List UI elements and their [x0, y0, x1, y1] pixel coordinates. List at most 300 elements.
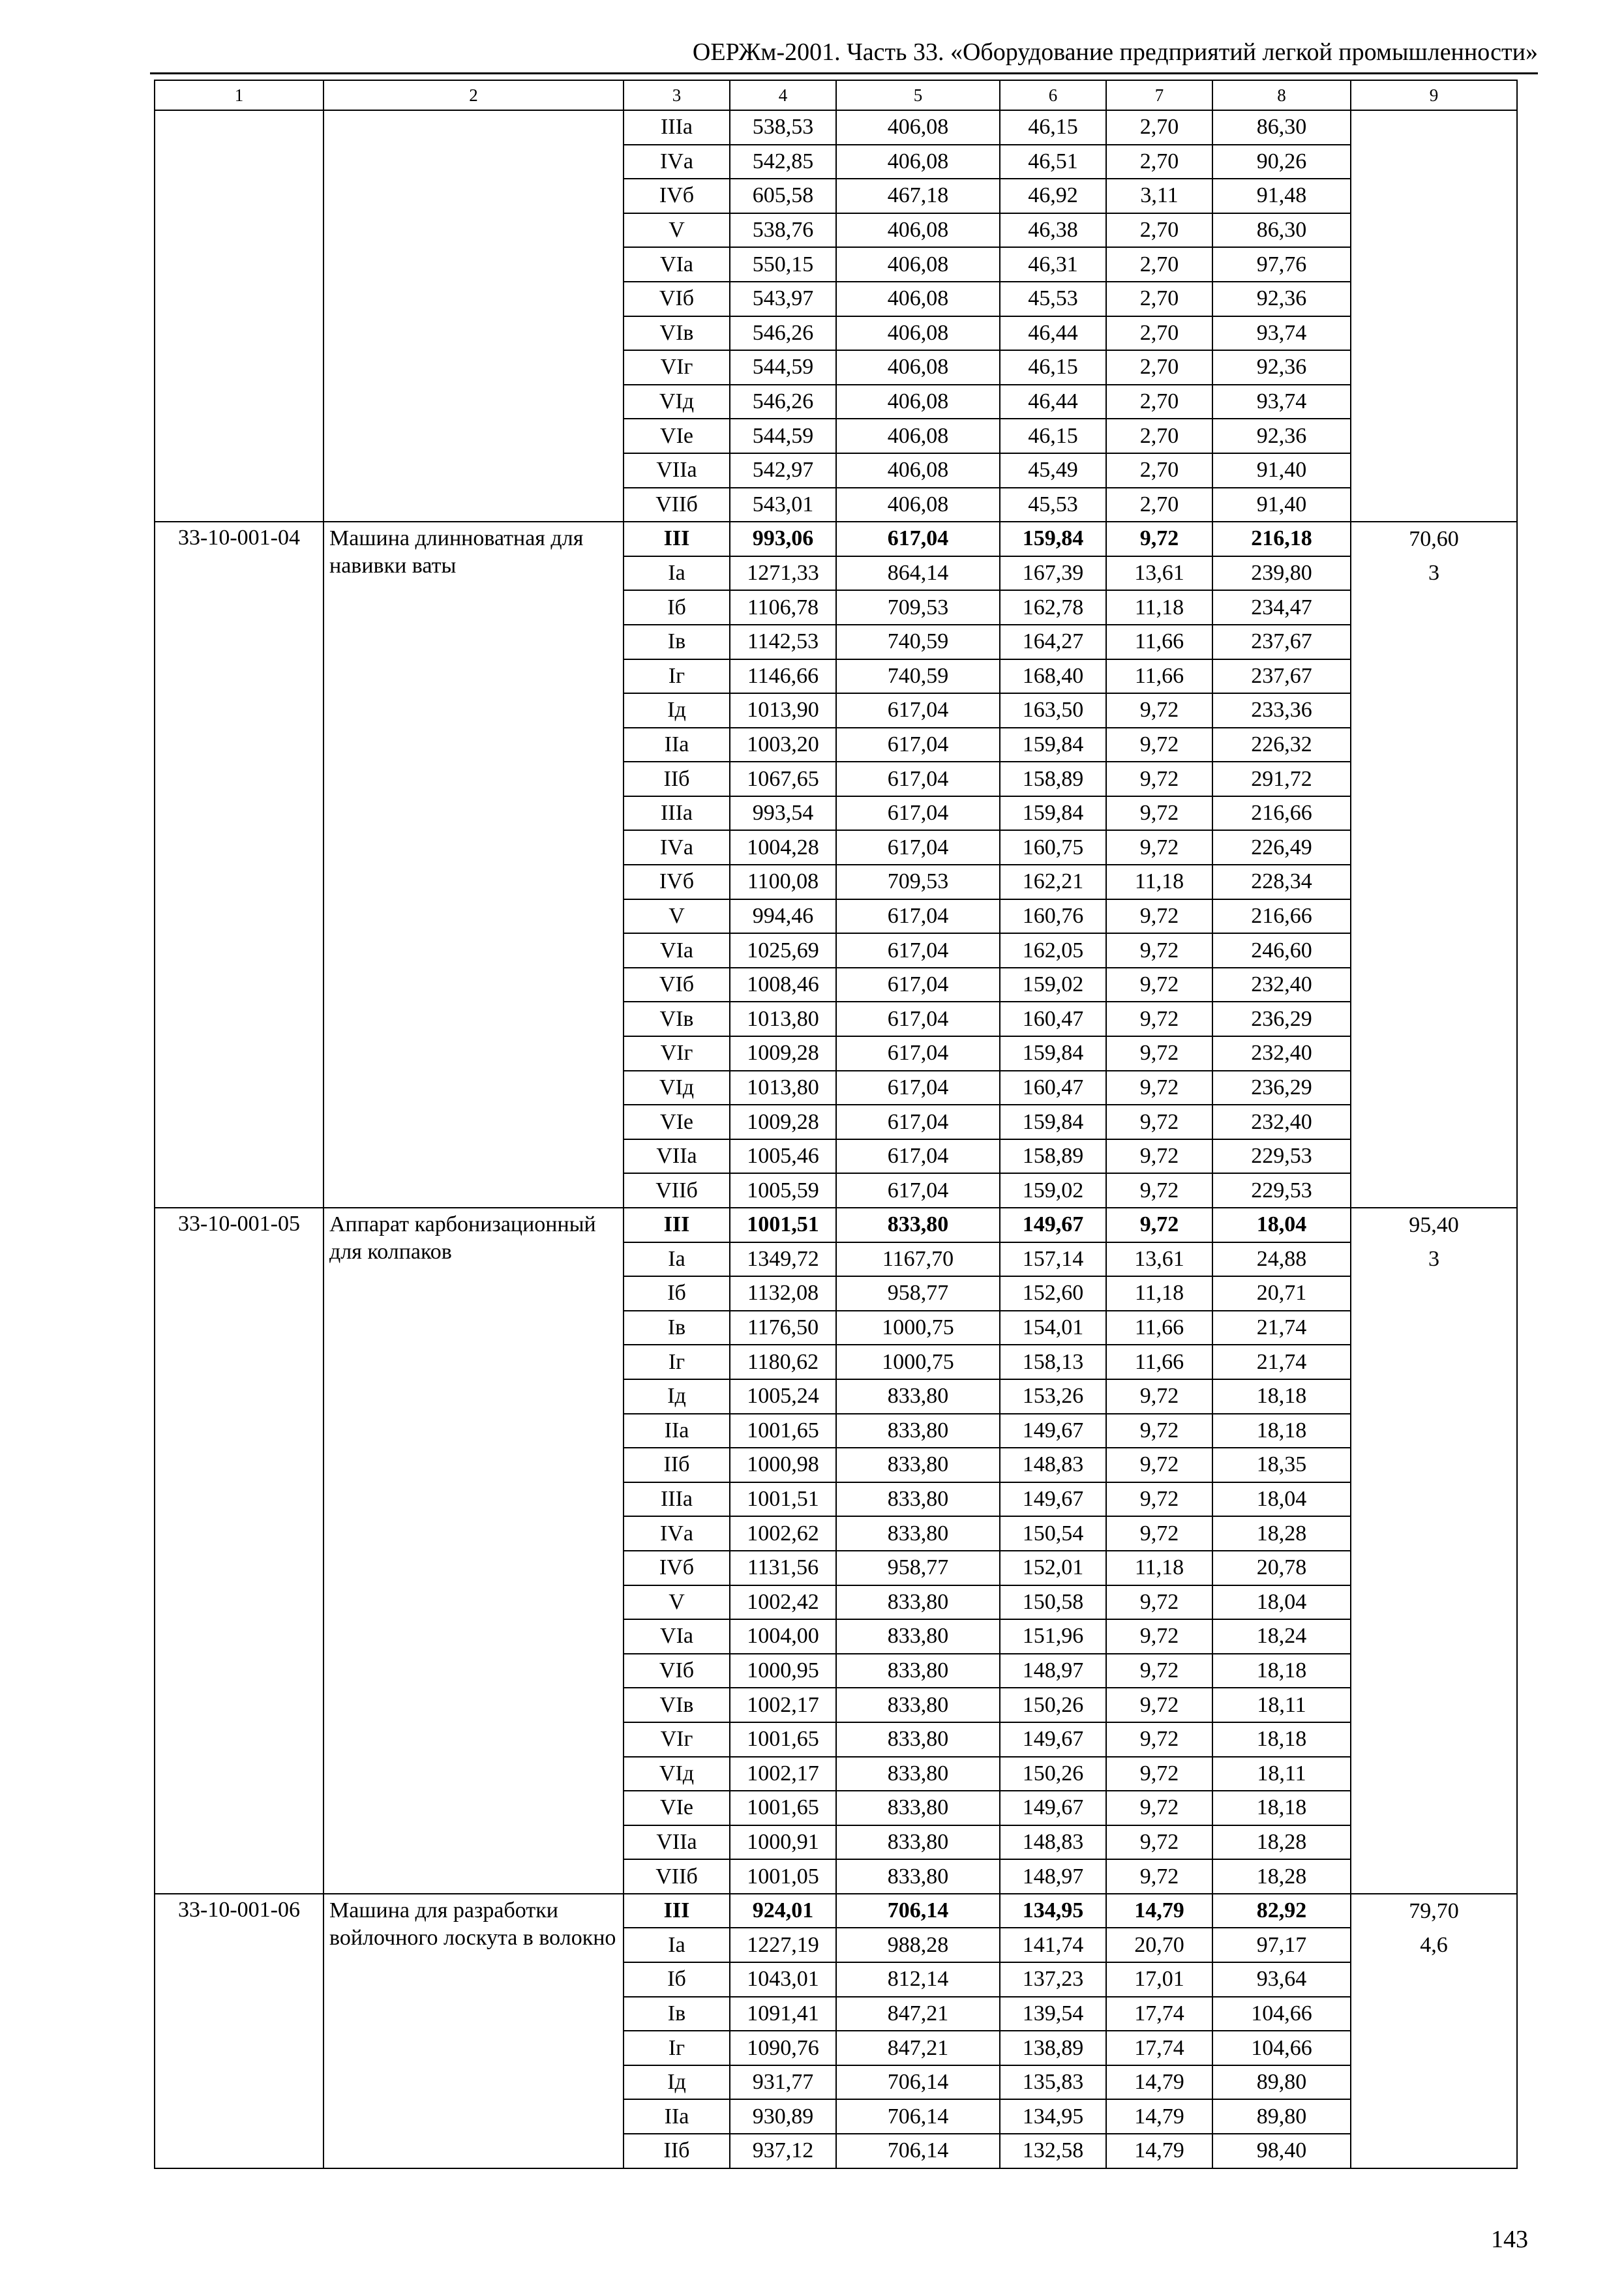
value-cell: 617,04	[836, 693, 1000, 728]
table-body	[155, 80, 1517, 2168]
value-cell: 988,28	[836, 1928, 1000, 1962]
value-cell: 153,26	[1000, 1379, 1106, 1414]
value-cell: 833,80	[836, 1482, 1000, 1517]
value-cell: 18,04	[1212, 1585, 1351, 1620]
value-cell: 150,54	[1000, 1516, 1106, 1551]
value-cell: 833,80	[836, 1585, 1000, 1620]
value-cell: 18,24	[1212, 1619, 1351, 1654]
value-cell: 1001,05	[730, 1859, 836, 1894]
zone-cell: Iв	[624, 625, 730, 659]
value-cell: 138,89	[1000, 2031, 1106, 2065]
note-cell	[1351, 385, 1517, 419]
value-cell: 18,04	[1212, 1208, 1351, 1242]
value-cell: 160,75	[1000, 830, 1106, 865]
note-cell	[1351, 1071, 1517, 1105]
note-cell	[1351, 1551, 1517, 1585]
value-cell: 617,04	[836, 830, 1000, 865]
value-cell: 104,66	[1212, 1997, 1351, 2031]
value-cell: 18,11	[1212, 1688, 1351, 1722]
value-cell: 160,47	[1000, 1002, 1106, 1036]
note-cell	[1351, 1585, 1517, 1620]
value-cell: 236,29	[1212, 1071, 1351, 1105]
item-name: Машина для разработки войлочного лоскута в волокно	[323, 1894, 624, 2168]
value-cell: 229,53	[1212, 1173, 1351, 1208]
value-cell: 14,79	[1106, 1894, 1212, 1928]
value-cell: 18,18	[1212, 1722, 1351, 1757]
note-cell	[1351, 1173, 1517, 1208]
value-cell: 152,01	[1000, 1551, 1106, 1585]
note-cell	[1351, 1791, 1517, 1825]
value-cell: 994,46	[730, 899, 836, 934]
zone-cell: III	[624, 1894, 730, 1928]
value-cell: 617,04	[836, 522, 1000, 556]
zone-cell: Iд	[624, 693, 730, 728]
zone-cell: V	[624, 213, 730, 248]
value-cell: 9,72	[1106, 1482, 1212, 1517]
value-cell: 9,72	[1106, 899, 1212, 934]
note-cell	[1351, 247, 1517, 282]
zone-cell: VIе	[624, 1105, 730, 1139]
value-cell: 924,01	[730, 1894, 836, 1928]
zone-cell: III	[624, 1208, 730, 1242]
value-cell: 833,80	[836, 1688, 1000, 1722]
value-cell: 1009,28	[730, 1105, 836, 1139]
note-cell	[1351, 693, 1517, 728]
value-cell: 2,70	[1106, 316, 1212, 351]
value-cell: 9,72	[1106, 693, 1212, 728]
value-cell: 11,66	[1106, 1345, 1212, 1379]
value-cell: 11,18	[1106, 1276, 1212, 1311]
item-code: 33-10-001-06	[155, 1894, 323, 2168]
value-cell: 406,08	[836, 419, 1000, 453]
value-cell: 740,59	[836, 659, 1000, 694]
value-cell: 93,64	[1212, 1962, 1351, 1997]
value-cell: 1000,91	[730, 1825, 836, 1860]
value-cell: 45,53	[1000, 282, 1106, 316]
zone-cell: IVа	[624, 145, 730, 179]
value-cell: 9,72	[1106, 1379, 1212, 1414]
value-cell: 45,53	[1000, 488, 1106, 522]
note-cell: 3	[1351, 1242, 1517, 1277]
zone-cell: Iг	[624, 1345, 730, 1379]
value-cell: 9,72	[1106, 1139, 1212, 1174]
value-cell: 833,80	[836, 1825, 1000, 1860]
note-cell	[1351, 419, 1517, 453]
value-cell: 1004,28	[730, 830, 836, 865]
value-cell: 812,14	[836, 1962, 1000, 1997]
value-cell: 226,49	[1212, 830, 1351, 865]
value-cell: 132,58	[1000, 2134, 1106, 2168]
zone-cell: VIIа	[624, 1139, 730, 1174]
note-cell	[1351, 865, 1517, 899]
value-cell: 833,80	[836, 1448, 1000, 1482]
value-cell: 291,72	[1212, 762, 1351, 796]
value-cell: 864,14	[836, 556, 1000, 591]
note-cell	[1351, 145, 1517, 179]
value-cell: 162,05	[1000, 933, 1106, 968]
value-cell: 1005,46	[730, 1139, 836, 1174]
value-cell: 833,80	[836, 1654, 1000, 1688]
value-cell: 162,78	[1000, 590, 1106, 625]
value-cell: 226,32	[1212, 728, 1351, 762]
value-cell: 9,72	[1106, 1516, 1212, 1551]
zone-cell: VIа	[624, 933, 730, 968]
value-cell: 9,72	[1106, 968, 1212, 1002]
value-cell: 709,53	[836, 590, 1000, 625]
value-cell: 931,77	[730, 2065, 836, 2100]
zone-cell: Iа	[624, 1928, 730, 1962]
value-cell: 1146,66	[730, 659, 836, 694]
value-cell: 542,97	[730, 453, 836, 488]
note-cell	[1351, 1448, 1517, 1482]
zone-cell: IIIа	[624, 110, 730, 145]
zone-cell: IIIа	[624, 1482, 730, 1517]
value-cell: 2,70	[1106, 213, 1212, 248]
value-cell: 11,66	[1106, 625, 1212, 659]
zone-cell: Iб	[624, 1962, 730, 1997]
value-cell: 141,74	[1000, 1928, 1106, 1962]
value-cell: 159,84	[1000, 522, 1106, 556]
value-cell: 216,66	[1212, 899, 1351, 934]
value-cell: 1176,50	[730, 1311, 836, 1345]
zone-cell: IVа	[624, 830, 730, 865]
value-cell: 159,02	[1000, 1173, 1106, 1208]
running-header: ОЕРЖм-2001. Часть 33. «Оборудование предприятий легкой промышленности»	[692, 38, 1538, 66]
note-cell	[1351, 830, 1517, 865]
value-cell: 11,18	[1106, 1551, 1212, 1585]
note-cell	[1351, 1688, 1517, 1722]
note-cell	[1351, 1379, 1517, 1414]
note-cell: 95,40	[1351, 1208, 1517, 1242]
note-cell	[1351, 453, 1517, 488]
value-cell: 216,66	[1212, 796, 1351, 831]
value-cell: 90,26	[1212, 145, 1351, 179]
value-cell: 158,13	[1000, 1345, 1106, 1379]
value-cell: 91,40	[1212, 453, 1351, 488]
zone-cell: III	[624, 522, 730, 556]
note-cell	[1351, 933, 1517, 968]
note-cell	[1351, 625, 1517, 659]
value-cell: 9,72	[1106, 522, 1212, 556]
value-cell: 11,66	[1106, 659, 1212, 694]
page-number: 143	[1491, 2226, 1528, 2253]
value-cell: 18,28	[1212, 1825, 1351, 1860]
zone-cell: Iв	[624, 1997, 730, 2031]
zone-cell: Iа	[624, 556, 730, 591]
value-cell: 9,72	[1106, 1825, 1212, 1860]
value-cell: 159,84	[1000, 1036, 1106, 1071]
value-cell: 2,70	[1106, 419, 1212, 453]
value-cell: 406,08	[836, 145, 1000, 179]
value-cell: 543,97	[730, 282, 836, 316]
note-cell	[1351, 1276, 1517, 1311]
note-cell	[1351, 1105, 1517, 1139]
value-cell: 151,96	[1000, 1619, 1106, 1654]
zone-cell: VIе	[624, 419, 730, 453]
value-cell: 833,80	[836, 1414, 1000, 1448]
note-cell	[1351, 590, 1517, 625]
value-cell: 9,72	[1106, 796, 1212, 831]
value-cell: 46,15	[1000, 350, 1106, 385]
value-cell: 157,14	[1000, 1242, 1106, 1277]
value-cell: 134,95	[1000, 1894, 1106, 1928]
value-cell: 154,01	[1000, 1311, 1106, 1345]
note-cell	[1351, 1997, 1517, 2031]
value-cell: 148,83	[1000, 1448, 1106, 1482]
zone-cell: VIд	[624, 385, 730, 419]
value-cell: 1009,28	[730, 1036, 836, 1071]
value-cell: 9,72	[1106, 1071, 1212, 1105]
value-cell: 1001,65	[730, 1791, 836, 1825]
value-cell: 605,58	[730, 179, 836, 213]
value-cell: 1002,17	[730, 1688, 836, 1722]
value-cell: 617,04	[836, 762, 1000, 796]
value-cell: 406,08	[836, 488, 1000, 522]
value-cell: 1001,65	[730, 1414, 836, 1448]
value-cell: 134,95	[1000, 2099, 1106, 2134]
value-cell: 2,70	[1106, 385, 1212, 419]
value-cell: 3,11	[1106, 179, 1212, 213]
value-cell: 18,04	[1212, 1482, 1351, 1517]
value-cell: 2,70	[1106, 453, 1212, 488]
table-row	[155, 522, 1517, 556]
zone-cell: Iа	[624, 1242, 730, 1277]
note-cell	[1351, 488, 1517, 522]
value-cell: 9,72	[1106, 1791, 1212, 1825]
value-cell: 9,72	[1106, 1414, 1212, 1448]
zone-cell: Iд	[624, 2065, 730, 2100]
item-code	[155, 110, 323, 522]
zone-cell: VIIб	[624, 1173, 730, 1208]
zone-cell: IIа	[624, 728, 730, 762]
value-cell: 167,39	[1000, 556, 1106, 591]
value-cell: 21,74	[1212, 1345, 1351, 1379]
value-cell: 1227,19	[730, 1928, 836, 1962]
value-cell: 1001,65	[730, 1722, 836, 1757]
value-cell: 1043,01	[730, 1962, 836, 1997]
value-cell: 1271,33	[730, 556, 836, 591]
value-cell: 9,72	[1106, 1448, 1212, 1482]
note-cell	[1351, 2099, 1517, 2134]
note-cell	[1351, 1757, 1517, 1791]
column-number: 4	[730, 80, 836, 110]
value-cell: 150,58	[1000, 1585, 1106, 1620]
value-cell: 137,23	[1000, 1962, 1106, 1997]
value-cell: 833,80	[836, 1722, 1000, 1757]
note-cell	[1351, 1619, 1517, 1654]
value-cell: 1180,62	[730, 1345, 836, 1379]
value-cell: 706,14	[836, 1894, 1000, 1928]
value-cell: 236,29	[1212, 1002, 1351, 1036]
value-cell: 9,72	[1106, 1722, 1212, 1757]
value-cell: 239,80	[1212, 556, 1351, 591]
value-cell: 1008,46	[730, 968, 836, 1002]
value-cell: 9,72	[1106, 1208, 1212, 1242]
value-cell: 1067,65	[730, 762, 836, 796]
value-cell: 18,18	[1212, 1379, 1351, 1414]
value-cell: 14,79	[1106, 2099, 1212, 2134]
value-cell: 406,08	[836, 110, 1000, 145]
zone-cell: VIIа	[624, 1825, 730, 1860]
value-cell: 1005,59	[730, 1173, 836, 1208]
value-cell: 148,97	[1000, 1654, 1106, 1688]
value-cell: 617,04	[836, 796, 1000, 831]
value-cell: 17,74	[1106, 1997, 1212, 2031]
note-cell	[1351, 179, 1517, 213]
value-cell: 1131,56	[730, 1551, 836, 1585]
value-cell: 1001,51	[730, 1208, 836, 1242]
value-cell: 544,59	[730, 419, 836, 453]
value-cell: 617,04	[836, 1036, 1000, 1071]
value-cell: 617,04	[836, 1105, 1000, 1139]
value-cell: 1000,75	[836, 1311, 1000, 1345]
value-cell: 2,70	[1106, 110, 1212, 145]
zone-cell: VIв	[624, 1002, 730, 1036]
zone-cell: IIб	[624, 1448, 730, 1482]
value-cell: 833,80	[836, 1619, 1000, 1654]
value-cell: 148,83	[1000, 1825, 1106, 1860]
value-cell: 9,72	[1106, 933, 1212, 968]
value-cell: 1100,08	[730, 865, 836, 899]
value-cell: 543,01	[730, 488, 836, 522]
value-cell: 406,08	[836, 453, 1000, 488]
value-cell: 46,51	[1000, 145, 1106, 179]
value-cell: 833,80	[836, 1859, 1000, 1894]
value-cell: 164,27	[1000, 625, 1106, 659]
value-cell: 228,34	[1212, 865, 1351, 899]
value-cell: 617,04	[836, 1139, 1000, 1174]
value-cell: 1013,80	[730, 1071, 836, 1105]
value-cell: 706,14	[836, 2134, 1000, 2168]
note-cell	[1351, 968, 1517, 1002]
value-cell: 232,40	[1212, 1105, 1351, 1139]
value-cell: 833,80	[836, 1757, 1000, 1791]
value-cell: 1091,41	[730, 1997, 836, 2031]
value-cell: 1000,95	[730, 1654, 836, 1688]
value-cell: 46,44	[1000, 385, 1106, 419]
note-cell	[1351, 2065, 1517, 2100]
zone-cell: IIб	[624, 762, 730, 796]
note-cell: 79,70	[1351, 1894, 1517, 1928]
value-cell: 237,67	[1212, 659, 1351, 694]
note-cell	[1351, 1962, 1517, 1997]
value-cell: 9,72	[1106, 1757, 1212, 1791]
value-cell: 149,67	[1000, 1482, 1106, 1517]
value-cell: 158,89	[1000, 762, 1106, 796]
zone-cell: VIд	[624, 1757, 730, 1791]
note-cell	[1351, 282, 1517, 316]
zone-cell: V	[624, 899, 730, 934]
note-cell	[1351, 110, 1517, 145]
value-cell: 14,79	[1106, 2134, 1212, 2168]
value-cell: 617,04	[836, 933, 1000, 968]
value-cell: 20,70	[1106, 1928, 1212, 1962]
value-cell: 17,74	[1106, 2031, 1212, 2065]
value-cell: 617,04	[836, 728, 1000, 762]
value-cell: 18,28	[1212, 1859, 1351, 1894]
note-cell	[1351, 1414, 1517, 1448]
value-cell: 1001,51	[730, 1482, 836, 1517]
item-name: Аппарат карбонизационный для колпаков	[323, 1208, 624, 1894]
value-cell: 18,28	[1212, 1516, 1351, 1551]
value-cell: 21,74	[1212, 1311, 1351, 1345]
value-cell: 17,01	[1106, 1962, 1212, 1997]
value-cell: 1000,98	[730, 1448, 836, 1482]
value-cell: 86,30	[1212, 213, 1351, 248]
note-cell	[1351, 1654, 1517, 1688]
value-cell: 46,92	[1000, 179, 1106, 213]
value-cell: 2,70	[1106, 488, 1212, 522]
item-code: 33-10-001-05	[155, 1208, 323, 1894]
note-cell	[1351, 2031, 1517, 2065]
value-cell: 246,60	[1212, 933, 1351, 968]
note-cell: 4,6	[1351, 1928, 1517, 1962]
note-cell	[1351, 899, 1517, 934]
value-cell: 9,72	[1106, 728, 1212, 762]
value-cell: 45,49	[1000, 453, 1106, 488]
zone-cell: Iг	[624, 659, 730, 694]
item-code: 33-10-001-04	[155, 522, 323, 1208]
note-cell	[1351, 1345, 1517, 1379]
zone-cell: VIв	[624, 1688, 730, 1722]
value-cell: 617,04	[836, 1071, 1000, 1105]
note-cell	[1351, 1482, 1517, 1517]
value-cell: 2,70	[1106, 282, 1212, 316]
value-cell: 1002,62	[730, 1516, 836, 1551]
value-cell: 1002,42	[730, 1585, 836, 1620]
value-cell: 159,84	[1000, 728, 1106, 762]
zone-cell: VIIа	[624, 453, 730, 488]
value-cell: 1013,90	[730, 693, 836, 728]
value-cell: 1025,69	[730, 933, 836, 968]
value-cell: 24,88	[1212, 1242, 1351, 1277]
value-cell: 98,40	[1212, 2134, 1351, 2168]
value-cell: 2,70	[1106, 247, 1212, 282]
value-cell: 13,61	[1106, 1242, 1212, 1277]
value-cell: 1003,20	[730, 728, 836, 762]
rates-table	[154, 80, 1518, 2169]
value-cell: 9,72	[1106, 830, 1212, 865]
column-number: 3	[624, 80, 730, 110]
value-cell: 9,72	[1106, 1105, 1212, 1139]
note-cell: 70,60	[1351, 522, 1517, 556]
item-name	[323, 110, 624, 522]
column-number: 7	[1106, 80, 1212, 110]
value-cell: 544,59	[730, 350, 836, 385]
value-cell: 9,72	[1106, 1654, 1212, 1688]
value-cell: 937,12	[730, 2134, 836, 2168]
zone-cell: VIд	[624, 1071, 730, 1105]
value-cell: 847,21	[836, 2031, 1000, 2065]
value-cell: 993,06	[730, 522, 836, 556]
zone-cell: VIб	[624, 282, 730, 316]
value-cell: 92,36	[1212, 282, 1351, 316]
value-cell: 18,35	[1212, 1448, 1351, 1482]
note-cell	[1351, 1722, 1517, 1757]
value-cell: 958,77	[836, 1551, 1000, 1585]
column-number-row	[155, 80, 1517, 110]
value-cell: 233,36	[1212, 693, 1351, 728]
note-cell	[1351, 2134, 1517, 2168]
note-cell	[1351, 316, 1517, 351]
zone-cell: IVб	[624, 865, 730, 899]
value-cell: 406,08	[836, 247, 1000, 282]
column-number: 5	[836, 80, 1000, 110]
value-cell: 20,71	[1212, 1276, 1351, 1311]
value-cell: 993,54	[730, 796, 836, 831]
value-cell: 9,72	[1106, 762, 1212, 796]
value-cell: 104,66	[1212, 2031, 1351, 2065]
